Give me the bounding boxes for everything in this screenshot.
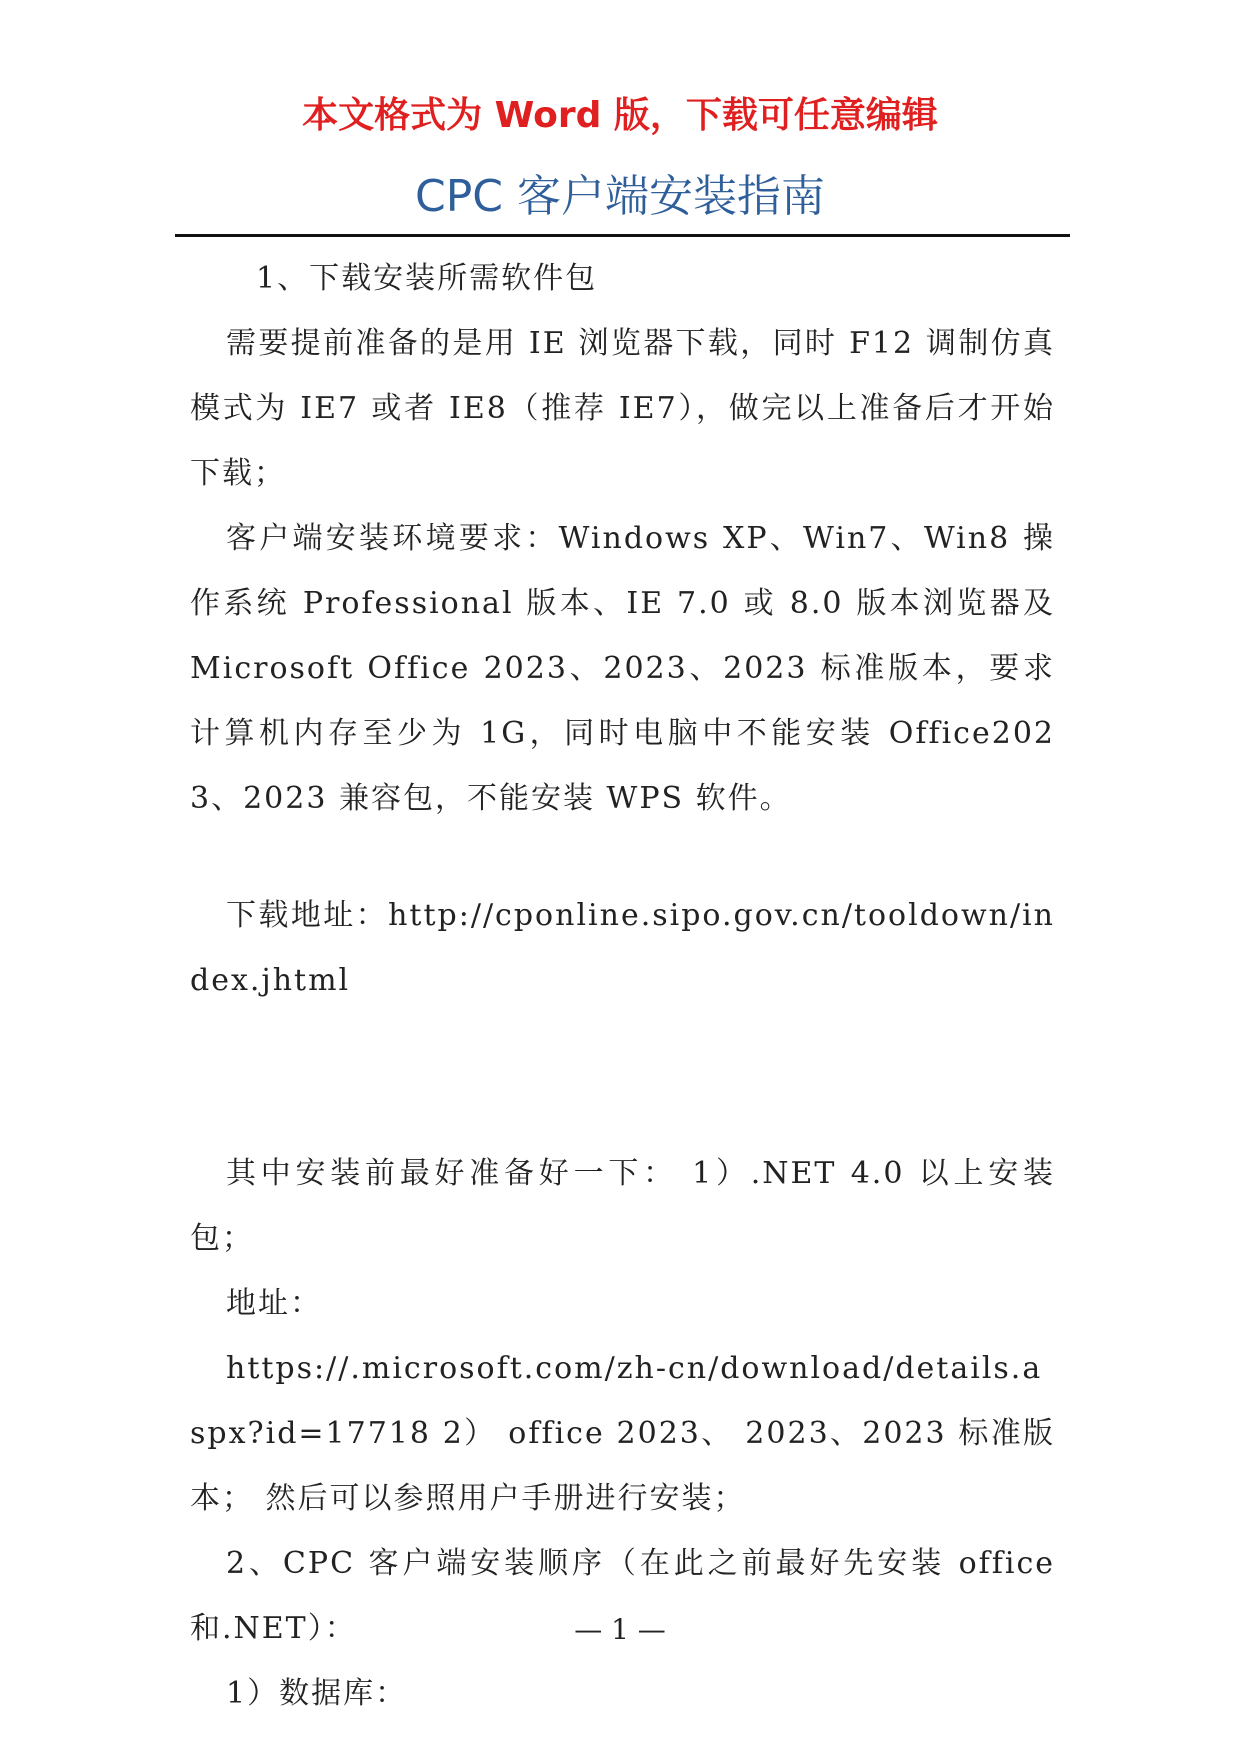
download-address-link[interactable]: 下载地址：http://cponline.sipo.gov.cn/tooldown/index.jhtml xyxy=(190,898,1055,998)
address-label: 地址： xyxy=(226,1286,322,1321)
section-heading-download: 1、下载安装所需软件包 xyxy=(256,261,598,296)
title-divider xyxy=(175,234,1070,237)
page-number: — 1 — xyxy=(574,1613,666,1646)
document-title: CPC 客户端安装指南 xyxy=(415,171,825,222)
paragraph-prerequisites: 其中安装前最好准备好一下： 1）.NET 4.0 以上安装包； xyxy=(190,1156,1055,1256)
list-item-database: 1）数据库： xyxy=(226,1676,408,1711)
section-heading-install-order: 2、CPC 客户端安装顺序（在此之前最好先安装 office 和.NET）： xyxy=(190,1546,1055,1646)
word-format-banner: 本文格式为 Word 版，下载可任意编辑 xyxy=(302,95,938,136)
paragraph-dotnet-url: https://.microsoft.com/zh-cn/download/details.aspx?id=17718 2） office 2023、 2023、2023 标准版本； 然后可以参照用户手册进行安装； xyxy=(190,1351,1055,1516)
paragraph-environment-requirements: 客户端安装环境要求：Windows XP、Win7、Win8 操作系统 Professional 版本、IE 7.0 或 8.0 版本浏览器及 Microsoft Office 2023、2023、2023 标准版本，要求计算机内存至少为 1G，同时电脑中不能安装 Office2023、2023 兼容包，不能安装 WPS 软件。 xyxy=(190,521,1055,816)
document-body xyxy=(190,246,1055,1726)
paragraph-ie-preparation: 需要提前准备的是用 IE 浏览器下载，同时 F12 调制仿真模式为 IE7 或者 IE8（推荐 IE7），做完以上准备后才开始下载； xyxy=(190,326,1055,491)
